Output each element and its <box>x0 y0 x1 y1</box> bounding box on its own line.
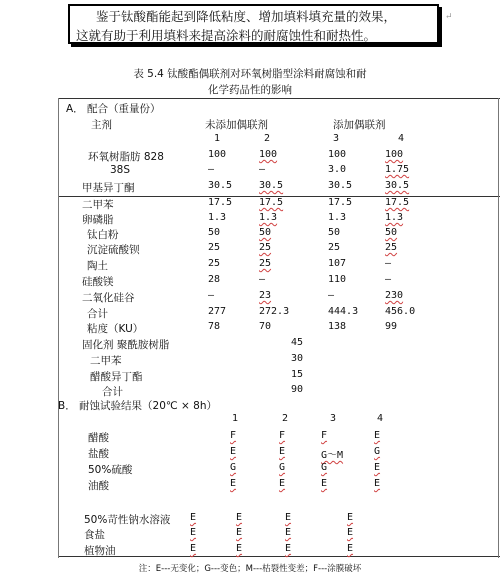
formulation-value: 1.3 <box>208 212 227 223</box>
formulation-value: 444.3 <box>328 306 359 317</box>
formulation-value: 50 <box>208 227 221 238</box>
table-right-border <box>498 98 499 558</box>
curing-value: 45 <box>291 337 304 348</box>
formulation-value: 17.5 <box>259 197 284 208</box>
formulation-value: 50 <box>328 227 341 238</box>
formulation-name: 陶土 <box>87 260 108 272</box>
table-bottom-rule <box>58 556 500 557</box>
chemical-name: 油酸 <box>88 480 109 492</box>
formulation-value: 110 <box>328 274 347 285</box>
formulation-value: 1.3 <box>259 212 278 223</box>
formulation-name: 38S <box>110 164 131 176</box>
formulation-name: 二氧化硅谷 <box>82 292 135 304</box>
formulation-value: — <box>385 274 392 285</box>
resistance-rating: E <box>285 512 292 523</box>
resistance-rating: F <box>230 430 237 441</box>
b-col-header-3: 3 <box>330 413 337 424</box>
formulation-value: 1.75 <box>385 164 410 175</box>
formulation-value: 100 <box>328 149 347 160</box>
b-col-header-2: 2 <box>282 413 289 424</box>
resistance-rating: E <box>279 446 286 457</box>
chemical-name: 醋酸 <box>88 432 109 444</box>
resistance-rating: E <box>190 543 197 554</box>
curing-value: 30 <box>291 353 304 364</box>
legend-note: 注：E---无变化；G---变色；M---枯裂性变差；F---涂膜破坏 <box>138 564 362 574</box>
formulation-value: 25 <box>259 242 272 253</box>
resistance-rating: E <box>230 478 237 489</box>
intro-box <box>68 4 439 44</box>
formulation-value: 277 <box>208 306 227 317</box>
resistance-rating: G <box>230 462 237 473</box>
col-header-4: 4 <box>398 133 405 144</box>
formulation-value: 107 <box>328 258 347 269</box>
b-col-header-1: 1 <box>232 413 239 424</box>
table-caption-line-1: 表 5.4 钛酸酯偶联剂对环氧树脂型涂料耐腐蚀和耐 <box>133 68 367 80</box>
chemical-name: 食盐 <box>84 529 105 541</box>
formulation-name: 二甲苯 <box>82 199 114 211</box>
formulation-value: 100 <box>259 149 278 160</box>
formulation-value: 99 <box>385 321 398 332</box>
resistance-rating: F <box>321 430 328 441</box>
resistance-rating: E <box>374 478 381 489</box>
formulation-value: 30.5 <box>259 180 284 191</box>
formulation-value: 1.3 <box>385 212 404 223</box>
resistance-rating: E <box>285 543 292 554</box>
formulation-value: — <box>208 164 215 175</box>
formulation-value: 230 <box>385 290 404 301</box>
formulation-value: 50 <box>259 227 272 238</box>
formulation-name: 钛白粉 <box>87 229 119 241</box>
formulation-name: 合计 <box>87 308 108 320</box>
formulation-value: 30.5 <box>208 180 233 191</box>
chemical-name: 植物油 <box>84 545 116 557</box>
curing-value: 15 <box>291 369 304 380</box>
formulation-name: 粘度（KU） <box>87 323 144 335</box>
resistance-rating: E <box>190 527 197 538</box>
col-header-2: 2 <box>264 133 271 144</box>
formulation-name: 甲基异丁酮 <box>82 182 135 194</box>
formulation-value: 100 <box>208 149 227 160</box>
formulation-name: 卵磷脂 <box>82 214 114 226</box>
b-col-header-4: 4 <box>377 413 384 424</box>
curing-value: 90 <box>291 384 304 395</box>
formulation-name: 环氧树脂肪 828 <box>88 151 164 163</box>
main-agent-label: 主剂 <box>91 119 112 131</box>
group-with-coupling: 添加偶联剂 <box>333 119 386 131</box>
formulation-value: 30.5 <box>328 180 353 191</box>
formulation-value: 138 <box>328 321 347 332</box>
curing-component: 醋酸异丁酯 <box>90 371 143 383</box>
resistance-rating: E <box>347 543 354 554</box>
formulation-value: 78 <box>208 321 221 332</box>
resistance-rating: E <box>236 512 243 523</box>
chemical-name: 50%硫酸 <box>88 464 133 476</box>
group-without-coupling: 未添加偶联剂 <box>205 119 268 131</box>
formulation-value: 100 <box>385 149 404 160</box>
resistance-rating: E <box>347 512 354 523</box>
resistance-rating: E <box>285 527 292 538</box>
formulation-value: 28 <box>208 274 221 285</box>
return-mark: ↵ <box>445 12 453 22</box>
formulation-value: 25 <box>328 242 341 253</box>
table-caption-line-2: 化学药品性的影响 <box>208 84 292 96</box>
formulation-value: 30.5 <box>385 180 410 191</box>
table-top-rule <box>58 98 500 99</box>
table-left-border <box>58 98 59 558</box>
resistance-rating: G <box>279 462 286 473</box>
formulation-value: 17.5 <box>328 197 353 208</box>
formulation-value: 70 <box>259 321 272 332</box>
formulation-value: — <box>385 258 392 269</box>
resistance-rating: G～M <box>321 450 344 461</box>
chemical-name: 50%苛性钠水溶液 <box>84 514 171 526</box>
formulation-value: 272.3 <box>259 306 290 317</box>
section-a-title: A． 配合（重量份） <box>66 103 161 115</box>
resistance-rating: E <box>190 512 197 523</box>
intro-line-2: 这就有助于利用填料来提高涂料的耐腐蚀性和耐热性。 <box>76 28 377 43</box>
formulation-value: 17.5 <box>208 197 233 208</box>
chemical-name: 盐酸 <box>88 448 109 460</box>
resistance-rating: G <box>374 446 381 457</box>
resistance-rating: E <box>279 478 286 489</box>
resistance-rating: G <box>321 462 328 473</box>
resistance-rating: E <box>347 527 354 538</box>
formulation-value: — <box>259 164 266 175</box>
formulation-value: — <box>208 290 215 301</box>
resistance-rating: E <box>321 478 328 489</box>
formulation-value: 3.0 <box>328 164 347 175</box>
col-header-1: 1 <box>214 133 221 144</box>
resistance-rating: E <box>374 430 381 441</box>
formulation-value: 50 <box>385 227 398 238</box>
curing-component: 合计 <box>102 386 123 398</box>
resistance-rating: F <box>279 430 286 441</box>
formulation-value: 23 <box>259 290 272 301</box>
formulation-value: 25 <box>208 242 221 253</box>
section-b-title: B． 耐蚀试验结果（20℃ × 8h） <box>58 400 218 412</box>
resistance-rating: E <box>230 446 237 457</box>
formulation-value: — <box>259 274 266 285</box>
formulation-value: 1.3 <box>328 212 347 223</box>
formulation-value: 25 <box>208 258 221 269</box>
resistance-rating: E <box>374 462 381 473</box>
formulation-name: 沉淀硫酸钡 <box>87 244 140 256</box>
curing-component: 固化剂 聚酰胺树脂 <box>82 339 170 351</box>
curing-component: 二甲苯 <box>90 355 122 367</box>
formulation-name: 硅酸镁 <box>82 276 114 288</box>
resistance-rating: E <box>236 527 243 538</box>
formulation-value: 25 <box>259 258 272 269</box>
col-header-3: 3 <box>333 133 340 144</box>
resistance-rating: E <box>236 543 243 554</box>
formulation-value: — <box>328 290 335 301</box>
formulation-value: 17.5 <box>385 197 410 208</box>
formulation-value: 25 <box>385 242 398 253</box>
intro-line-1: 鉴于钛酸酯能起到降低粘度、增加填料填充量的效果， <box>96 9 397 24</box>
formulation-value: 456.0 <box>385 306 416 317</box>
